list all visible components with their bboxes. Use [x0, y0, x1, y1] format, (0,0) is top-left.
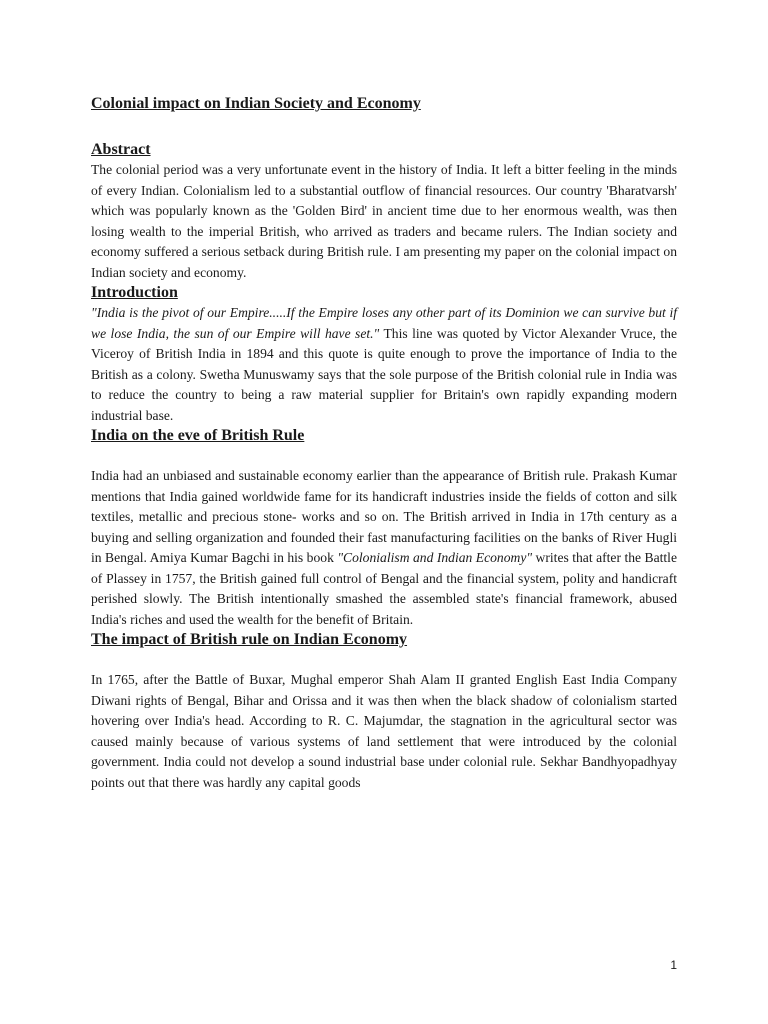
document-title: Colonial impact on Indian Society and Economy — [91, 95, 421, 112]
eve-heading: India on the eve of British Rule — [91, 427, 305, 444]
impact-paragraph: In 1765, after the Battle of Buxar, Mughal emperor Shah Alam II granted English East India Company Diwani rights of Bengal, Bihar and Orissa and it was then when the black shadow of colonialism started hovering over India's head. According to R. C. Majumdar, the stagnation in the agricultural sector was caused mainly because of various systems of land settlement that were introduced by the colonial government. India could not develop a sound industrial base under colonial rule. Sekhar Bandhyopadhyay points out that there was hardly any capital goods — [91, 672, 677, 790]
eve-text-before: India had an unbiased and sustainable economy earlier than the appearance of British rule. Prakash Kumar mentions that India gained worldwide fame for its handicraft industries inside the fields of cotton and silk textiles, metallic and precious stone- works and so on. The British arrived in India in 17th century as a buying and selling organization and founded their fast manufacturing facilities on the banks of River Hugli in Bengal. Amiya Kumar Bagchi in his book — [91, 468, 677, 565]
eve-text-after: writes that after the Battle of Plassey in 1757, the British gained full control of Bengal and the financial system, polity and handicraft perished slowly. The British intentionally smashed the assembled state's financial framework, abused India's riches and used the wealth for the benefit of Britain. — [91, 550, 677, 627]
viceroy-quote: "India is the pivot of our Empire.....If the Empire loses any other part of its Dominion we can survive but if we lose India, the sun of our Empire will have set." — [91, 305, 677, 341]
document-page — [91, 94, 677, 793]
page-number: 1 — [670, 958, 677, 972]
abstract-heading: Abstract — [91, 141, 151, 158]
book-title: "Colonialism and Indian Economy" — [337, 550, 533, 565]
introduction-heading: Introduction — [91, 284, 178, 301]
abstract-paragraph: The colonial period was a very unfortunate event in the history of India. It left a bitter feeling in the minds of every Indian. Colonialism led to a substantial outflow of financial resources. Our country 'Bharatvarsh' which was popularly known as the 'Golden Bird' in ancient time due to her enormous wealth, was then losing wealth to the imperial British, who arrived as traders and became rulers. The Indian society and economy suffered a serious setback during British rule. I am presenting my paper on the colonial impact on Indian society and economy. — [91, 162, 677, 280]
introduction-paragraph — [91, 303, 677, 426]
impact-heading: The impact of British rule on Indian Economy — [91, 631, 408, 648]
introduction-section — [91, 283, 677, 426]
impact-section — [91, 630, 677, 793]
abstract-section — [91, 140, 677, 283]
eve-paragraph — [91, 466, 677, 630]
introduction-text: This line was quoted by Victor Alexander Vruce, the Viceroy of British India in 1894 and this quote is quite enough to prove the importance of India to the British as a colony. Swetha Munuswamy says that the sole purpose of the British colonial rule in India was to reduce the country to being a raw material supplier for Britain's own rapidly expanding modern industrial base. — [91, 325, 677, 423]
eve-section — [91, 426, 677, 630]
